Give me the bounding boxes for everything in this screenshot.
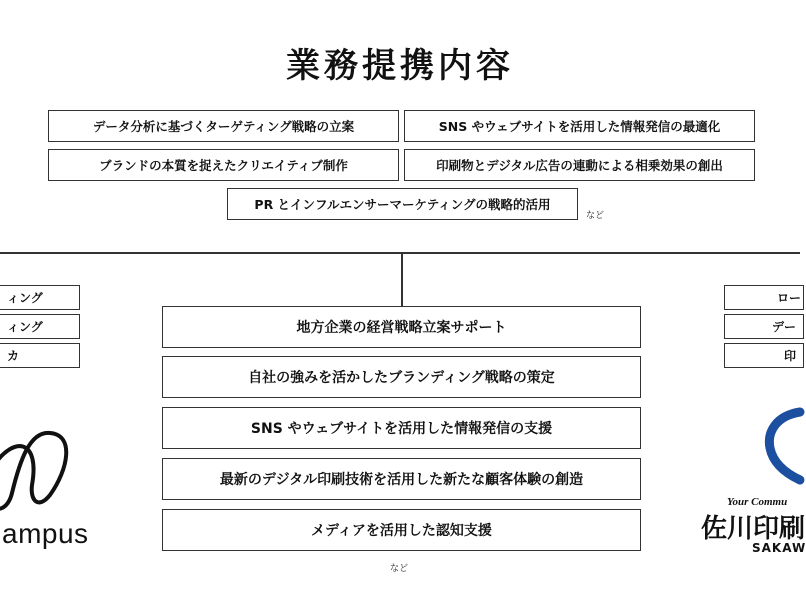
right-item-1: ロー bbox=[724, 285, 804, 310]
center-item-media-awareness: メディアを活用した認知支援 bbox=[162, 509, 641, 551]
campus-logo-text: ampus bbox=[2, 518, 89, 549]
center-item-branding-strategy: 自社の強みを活かしたブランディング戦略の策定 bbox=[162, 356, 641, 398]
top-item-creative-production: ブランドの本質を捉えたクリエイティブ制作 bbox=[48, 149, 399, 181]
center-note: など bbox=[390, 564, 409, 574]
connector-vertical bbox=[401, 252, 403, 306]
left-item-1: ィング bbox=[0, 285, 80, 310]
connector-horizontal bbox=[0, 252, 800, 254]
page-title: 業務提携内容 bbox=[286, 46, 514, 86]
center-item-digital-print-experience: 最新のデジタル印刷技術を活用した新たな顧客体験の創造 bbox=[162, 458, 641, 500]
sagawa-company-name: 佐川印刷 bbox=[701, 514, 806, 544]
sagawa-tagline: Your Commu bbox=[727, 496, 788, 508]
sagawa-company-name-en: SAKAW bbox=[752, 541, 806, 555]
center-item-sns-support: SNS やウェブサイトを活用した情報発信の支援 bbox=[162, 407, 641, 449]
right-item-3: 印 bbox=[724, 343, 804, 368]
top-item-targeting-strategy: データ分析に基づくターゲティング戦略の立案 bbox=[48, 110, 399, 142]
top-item-pr-influencer: PR とインフルエンサーマーケティングの戦略的活用 bbox=[227, 188, 578, 220]
left-item-2: ィング bbox=[0, 314, 80, 339]
right-item-2: デー bbox=[724, 314, 804, 339]
top-item-print-digital-synergy: 印刷物とデジタル広告の連動による相乗効果の創出 bbox=[404, 149, 755, 181]
sagawa-logo-mark-icon bbox=[765, 408, 805, 488]
left-item-3: カ bbox=[0, 343, 80, 368]
top-item-sns-optimization: SNS やウェブサイトを活用した情報発信の最適化 bbox=[404, 110, 755, 142]
center-item-management-strategy: 地方企業の経営戦略立案サポート bbox=[162, 306, 641, 348]
top-note: など bbox=[586, 211, 605, 221]
